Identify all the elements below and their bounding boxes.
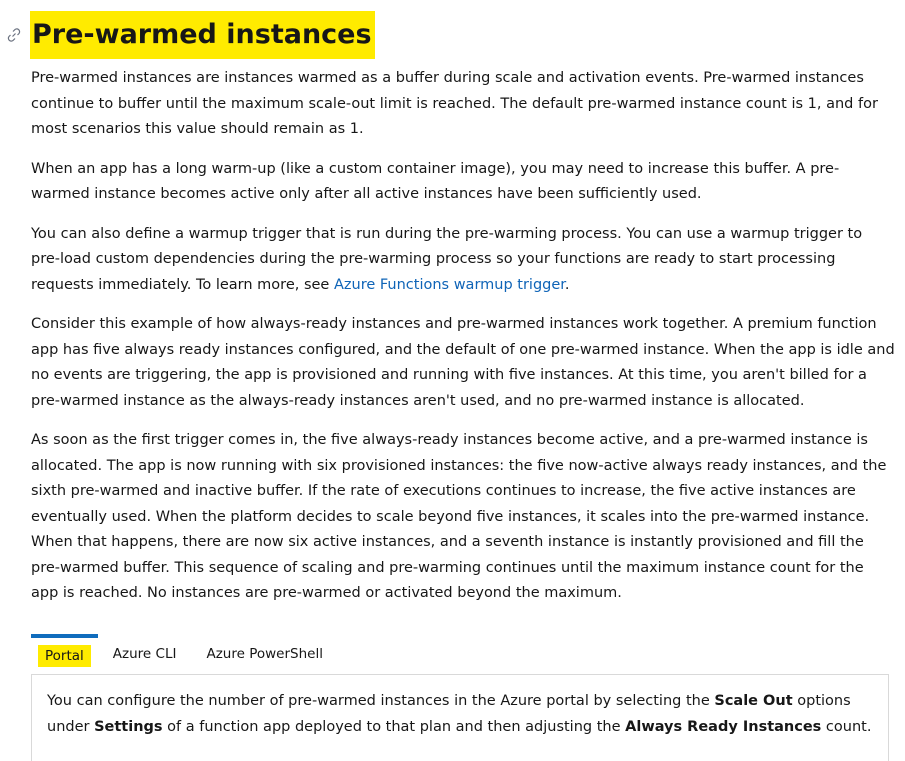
- paragraph-text: You can also define a warmup trigger that is run during the pre-warming process. You can use a warmup trigger to pre-load custom dependencies during the pre-warming process so your functions are ready to start processing requests immediately. To learn more, see: [31, 225, 863, 293]
- tab-list: [31, 634, 338, 674]
- panel-bold-scale-out: Scale Out: [714, 693, 793, 709]
- paragraph-warmup-trigger: [31, 222, 895, 299]
- paragraph-intro: Pre-warmed instances are instances warmed as a buffer during scale and activation events. Pre-warmed instances continue to buffer until the maximum scale-out limit is reached. The default pre-warmed instance count is 1, and for most scenarios this value should remain as 1.: [31, 70, 878, 137]
- panel-text-4: count.: [821, 718, 872, 735]
- tab-portal-label: Portal: [38, 645, 91, 667]
- page-title: Pre-warmed instances: [30, 11, 375, 59]
- panel-bold-always-ready: Always Ready Instances: [625, 718, 822, 735]
- tab-portal[interactable]: [31, 634, 98, 674]
- panel-bold-settings: Settings: [94, 718, 163, 735]
- paragraph-text-end: .: [564, 276, 570, 293]
- paragraph-scaling: As soon as the first trigger comes in, the five always-ready instances become active, and a pre-warmed instance is allocated. The app is now running with six provisioned instances: the five now-active always ready instances, and the sixth pre-warmed and inactive buffer. If the rate of executions continues to increase, the five active instances are eventually used. When the platform decides to scale beyond five instances, it scales into the pre-warmed instance. When that happens, there are now six active instances, and a seventh instance is instantly provisioned and fill the pre-warmed buffer. This sequence of scaling and pre-warming continues until the maximum instance count for the app is reached. No instances are pre-warmed or activated beyond the maximum.: [31, 432, 887, 601]
- paragraph-warmup: When an app has a long warm-up (like a custom container image), you may need to increase this buffer. A pre-warmed instance becomes active only after all active instances have been sufficiently used.: [31, 160, 840, 202]
- tab-panel-text: [47, 689, 873, 740]
- warmup-trigger-link[interactable]: Azure Functions warmup trigger: [333, 276, 565, 293]
- panel-text-1: You can configure the number of pre-warmed instances in the Azure portal by selecting the: [47, 693, 715, 709]
- link-icon[interactable]: [5, 26, 23, 44]
- tab-panel-portal: [31, 674, 889, 761]
- heading-row: [5, 10, 375, 60]
- paragraph-example: Consider this example of how always-ready instances and pre-warmed instances work together. A premium function app has five always ready instances configured, and the default of one pre-warmed instance. When the app is idle and no events are triggering, the app is provisioned and running with five instances. At this time, you aren't billed for a pre-warmed instance as the always-ready instances aren't used, and no pre-warmed instance is allocated.: [31, 316, 895, 409]
- panel-text-2: options under: [47, 693, 851, 735]
- tab-azure-cli[interactable]: Azure CLI: [112, 646, 177, 662]
- article-body: [31, 66, 895, 621]
- tab-azure-powershell[interactable]: Azure PowerShell: [206, 646, 323, 662]
- panel-text-3: of a function app deployed to that plan and then adjusting the: [162, 718, 626, 735]
